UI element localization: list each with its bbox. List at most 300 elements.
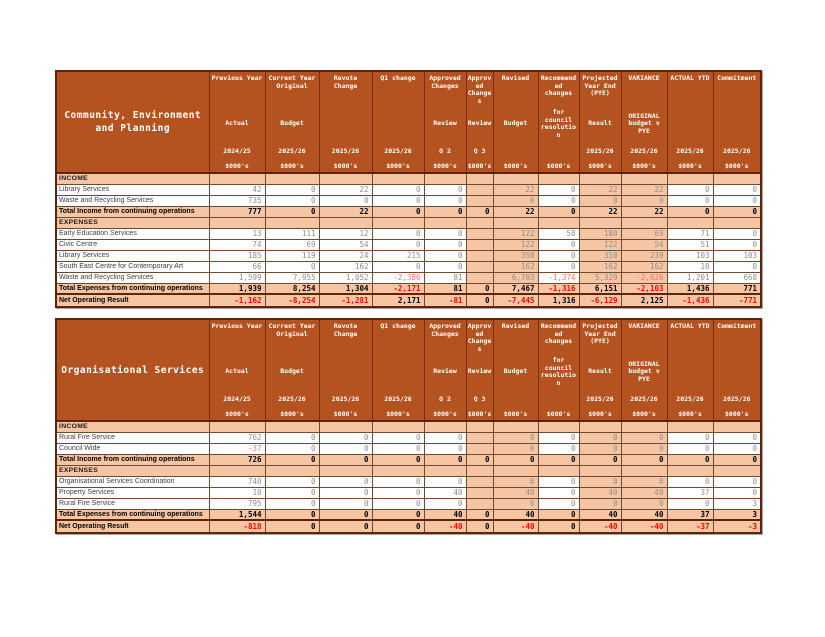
column-unit: $000's	[588, 161, 612, 170]
column-unit: $000's	[725, 161, 749, 170]
column-title: Projected Year End (PYE)	[582, 74, 618, 97]
value-cell	[209, 217, 265, 228]
data-row	[56, 432, 761, 443]
value-cell	[466, 272, 493, 283]
value-cell	[424, 421, 466, 432]
value-cell: 0	[424, 239, 466, 250]
budget-table-organisational-services	[55, 318, 762, 534]
value-cell: 0	[713, 487, 761, 498]
total-row	[56, 206, 761, 217]
value-cell: 111	[265, 228, 319, 239]
value-cell	[579, 217, 621, 228]
column-title: Recommended changes	[540, 322, 577, 345]
section-row	[56, 421, 761, 432]
value-cell: 103	[667, 250, 713, 261]
value-cell: 74	[209, 239, 265, 250]
column-year: 2025/26	[723, 395, 751, 403]
value-cell: 726	[209, 454, 265, 465]
column-title: Approved Changes	[429, 74, 461, 90]
column-mid	[320, 353, 372, 391]
value-cell: 0	[372, 454, 424, 465]
column-title: Revised	[501, 74, 530, 82]
value-cell: 0	[424, 195, 466, 206]
column-title: Previous Year	[211, 322, 263, 330]
value-cell: 2,171	[372, 294, 424, 307]
value-cell: 37	[667, 509, 713, 520]
value-cell: 40	[579, 509, 621, 520]
column-mid: Budget	[503, 119, 528, 128]
value-cell: 762	[209, 432, 265, 443]
value-cell	[621, 465, 667, 476]
value-cell: 0	[424, 476, 466, 487]
column-unit: $000's	[503, 161, 528, 170]
column-unit: $000's	[546, 409, 571, 418]
column-header-3	[372, 319, 424, 421]
value-cell	[372, 217, 424, 228]
value-cell: 22	[319, 206, 372, 217]
value-cell: 0	[538, 454, 579, 465]
row-label: Total Expenses from continuing operations	[56, 509, 209, 520]
value-cell	[579, 173, 621, 184]
column-mid	[714, 353, 761, 391]
value-cell: 0	[579, 498, 621, 509]
column-header-3	[372, 71, 424, 173]
value-cell: 6,151	[579, 283, 621, 294]
column-year: 2025/26	[630, 395, 658, 403]
column-mid: Budget	[503, 367, 528, 376]
value-cell: 0	[319, 432, 372, 443]
value-cell: 0	[713, 195, 761, 206]
column-title: Current Year Original	[268, 322, 316, 338]
column-header-10	[667, 71, 713, 173]
value-cell: 69	[621, 228, 667, 239]
section-row	[56, 173, 761, 184]
value-cell: 215	[372, 250, 424, 261]
value-cell: 22	[493, 184, 538, 195]
value-cell: 1,939	[209, 283, 265, 294]
value-cell	[265, 465, 319, 476]
value-cell	[265, 217, 319, 228]
value-cell: 0	[538, 184, 579, 195]
value-cell: 735	[209, 195, 265, 206]
value-cell: 0	[621, 195, 667, 206]
row-label: EXPENSES	[56, 465, 209, 476]
value-cell: 162	[579, 261, 621, 272]
column-year: 2024/25	[223, 147, 251, 155]
value-cell: 0	[538, 520, 579, 533]
value-cell: 162	[621, 261, 667, 272]
net-row	[56, 520, 761, 533]
column-mid: Budget	[280, 119, 304, 128]
value-cell: 7,955	[265, 272, 319, 283]
row-label: Council Wide	[56, 443, 209, 454]
value-cell: 7,467	[493, 283, 538, 294]
value-cell: 0	[538, 195, 579, 206]
table-title: Community, Environment and Planning	[64, 110, 202, 134]
row-label: INCOME	[56, 173, 209, 184]
value-cell: 66	[209, 261, 265, 272]
column-mid	[668, 353, 713, 391]
value-cell	[493, 173, 538, 184]
value-cell	[209, 465, 265, 476]
data-row	[56, 498, 761, 509]
value-cell	[265, 173, 319, 184]
row-label: South East Centre for Contemporary Art	[56, 261, 209, 272]
column-mid	[668, 105, 713, 143]
value-cell: 0	[372, 498, 424, 509]
column-header-10	[667, 319, 713, 421]
value-cell	[319, 421, 372, 432]
column-year: 2025/26	[331, 147, 360, 155]
value-cell: 40	[424, 487, 466, 498]
column-year: Q 2	[439, 395, 451, 403]
value-cell: -81	[424, 294, 466, 307]
row-label: Property Services	[56, 487, 209, 498]
value-cell: 40	[579, 487, 621, 498]
value-cell: 0	[713, 443, 761, 454]
value-cell	[538, 173, 579, 184]
total-row	[56, 454, 761, 465]
value-cell: 122	[493, 228, 538, 239]
column-header-2	[319, 71, 372, 173]
value-cell: 0	[265, 206, 319, 217]
row-label: Rural Fire Service	[56, 432, 209, 443]
row-label: Early Education Services	[56, 228, 209, 239]
column-unit: $000's	[433, 409, 457, 418]
value-cell: 0	[424, 250, 466, 261]
value-cell: 0	[424, 454, 466, 465]
column-year: 2025/26	[586, 147, 614, 155]
column-year: Q 2	[439, 147, 451, 155]
value-cell: 3	[713, 509, 761, 520]
total-row	[56, 509, 761, 520]
column-mid: Review	[433, 119, 457, 128]
value-cell: 0	[265, 487, 319, 498]
value-cell: 1,201	[667, 272, 713, 283]
budget-table-community-environment-planning	[55, 70, 762, 308]
data-row	[56, 195, 761, 206]
value-cell	[493, 421, 538, 432]
column-mid: ORIGINAL budget v PYE	[628, 111, 660, 135]
column-header-4	[424, 319, 466, 421]
column-year: 2025/26	[676, 395, 704, 403]
value-cell: 0	[493, 498, 538, 509]
value-cell: 0	[713, 432, 761, 443]
column-unit: $000's	[467, 409, 492, 418]
value-cell: 0	[265, 261, 319, 272]
value-cell	[466, 476, 493, 487]
value-cell: 0	[621, 454, 667, 465]
value-cell: 0	[493, 476, 538, 487]
value-cell: 0	[372, 432, 424, 443]
value-cell: 0	[466, 206, 493, 217]
column-header-0	[209, 319, 265, 421]
value-cell: 0	[424, 261, 466, 272]
value-cell: 0	[538, 239, 579, 250]
value-cell: 81	[424, 283, 466, 294]
column-header-0	[209, 71, 265, 173]
value-cell: -2,171	[372, 283, 424, 294]
column-mid	[714, 105, 761, 143]
value-cell: 180	[579, 228, 621, 239]
value-cell: 0	[372, 239, 424, 250]
value-cell: 0	[372, 195, 424, 206]
value-cell	[466, 432, 493, 443]
column-title: Recommended changes	[540, 74, 577, 97]
column-year: Q 3	[473, 147, 486, 155]
value-cell: -6,129	[579, 294, 621, 307]
value-cell: 358	[493, 250, 538, 261]
value-cell: 1,304	[319, 283, 372, 294]
value-cell	[713, 421, 761, 432]
value-cell: 0	[538, 432, 579, 443]
column-mid	[373, 353, 424, 391]
value-cell: 0	[713, 228, 761, 239]
value-cell	[667, 465, 713, 476]
value-cell: 0	[579, 443, 621, 454]
data-row	[56, 487, 761, 498]
value-cell	[466, 228, 493, 239]
value-cell	[713, 217, 761, 228]
value-cell	[466, 443, 493, 454]
value-cell: 0	[372, 509, 424, 520]
value-cell: 0	[466, 454, 493, 465]
value-cell: 0	[538, 250, 579, 261]
value-cell: 40	[621, 487, 667, 498]
value-cell: 0	[713, 454, 761, 465]
row-label: Waste and Recycling Services	[56, 195, 209, 206]
value-cell: 81	[424, 272, 466, 283]
column-title: Approved Changes	[467, 322, 492, 353]
column-title: Commitment	[717, 74, 757, 82]
value-cell: 0	[713, 184, 761, 195]
column-mid	[373, 105, 424, 143]
value-cell	[466, 250, 493, 261]
value-cell: 13	[209, 228, 265, 239]
value-cell: 777	[209, 206, 265, 217]
value-cell: 40	[621, 509, 667, 520]
column-year: 2025/26	[723, 147, 751, 155]
value-cell: 0	[538, 509, 579, 520]
column-unit: $000's	[546, 161, 571, 170]
value-cell: 0	[667, 432, 713, 443]
value-cell: -40	[579, 520, 621, 533]
column-title: Previous Year	[211, 74, 263, 82]
column-title: Revote Change	[333, 322, 358, 338]
row-label: Library Services	[56, 250, 209, 261]
value-cell: -2,626	[621, 272, 667, 283]
value-cell	[667, 421, 713, 432]
value-cell: 37	[667, 487, 713, 498]
column-header-6	[493, 71, 538, 173]
value-cell: -1,162	[209, 294, 265, 307]
row-label: Organisational Services Coordination	[56, 476, 209, 487]
value-cell	[466, 421, 493, 432]
value-cell	[466, 184, 493, 195]
data-row	[56, 228, 761, 239]
column-title: Revised	[501, 322, 530, 330]
value-cell: 1,436	[667, 283, 713, 294]
value-cell: 119	[265, 250, 319, 261]
value-cell: 0	[319, 195, 372, 206]
value-cell: 0	[538, 261, 579, 272]
column-header-9	[621, 71, 667, 173]
value-cell: 0	[319, 443, 372, 454]
row-label: EXPENSES	[56, 217, 209, 228]
value-cell: 69	[265, 239, 319, 250]
value-cell: 0	[265, 498, 319, 509]
value-cell: 0	[621, 443, 667, 454]
value-cell: -1,316	[538, 283, 579, 294]
value-cell: 771	[713, 283, 761, 294]
value-cell: 0	[372, 206, 424, 217]
value-cell: 0	[493, 195, 538, 206]
value-cell: 0	[667, 184, 713, 195]
value-cell: 0	[466, 283, 493, 294]
value-cell: 668	[713, 272, 761, 283]
value-cell: 0	[424, 228, 466, 239]
value-cell	[466, 261, 493, 272]
value-cell	[372, 421, 424, 432]
value-cell: 0	[667, 476, 713, 487]
value-cell: 0	[424, 443, 466, 454]
value-cell: 0	[265, 184, 319, 195]
column-unit: $000's	[225, 409, 249, 418]
value-cell: 0	[372, 261, 424, 272]
value-cell: 22	[579, 206, 621, 217]
value-cell	[319, 217, 372, 228]
value-cell: 0	[466, 520, 493, 533]
value-cell: 0	[265, 195, 319, 206]
value-cell	[713, 465, 761, 476]
value-cell	[493, 465, 538, 476]
value-cell: 0	[538, 443, 579, 454]
value-cell: -40	[424, 520, 466, 533]
column-year: Q 3	[473, 395, 486, 403]
column-header-5	[466, 71, 493, 173]
value-cell: 0	[319, 487, 372, 498]
value-cell: -2,103	[621, 283, 667, 294]
value-cell: 3	[713, 498, 761, 509]
value-cell	[209, 421, 265, 432]
value-cell: 0	[424, 498, 466, 509]
value-cell: 0	[538, 487, 579, 498]
column-unit: $000's	[503, 409, 528, 418]
column-unit: $000's	[678, 409, 702, 418]
column-unit: $000's	[588, 409, 612, 418]
value-cell: 0	[319, 476, 372, 487]
value-cell: 0	[372, 476, 424, 487]
value-cell: 0	[265, 476, 319, 487]
column-header-11	[713, 319, 761, 421]
value-cell: 162	[319, 261, 372, 272]
value-cell: 5,329	[579, 272, 621, 283]
column-header-7	[538, 71, 579, 173]
value-cell: 0	[713, 476, 761, 487]
column-title: VARIANCE	[628, 74, 660, 82]
value-cell	[621, 173, 667, 184]
value-cell: 0	[319, 520, 372, 533]
value-cell: 1,052	[319, 272, 372, 283]
value-cell: -37	[667, 520, 713, 533]
column-year: 2025/26	[676, 147, 704, 155]
column-year: 2025/26	[384, 395, 412, 403]
value-cell: 0	[319, 498, 372, 509]
value-cell: 0	[621, 498, 667, 509]
value-cell	[579, 421, 621, 432]
value-cell: -771	[713, 294, 761, 307]
row-label: Civic Centre	[56, 239, 209, 250]
value-cell	[621, 421, 667, 432]
value-cell: 0	[372, 520, 424, 533]
value-cell: 795	[209, 498, 265, 509]
value-cell: 0	[538, 498, 579, 509]
value-cell: 0	[667, 195, 713, 206]
value-cell: 0	[621, 476, 667, 487]
row-label: Net Operating Result	[56, 294, 209, 307]
value-cell: 0	[667, 454, 713, 465]
value-cell	[667, 173, 713, 184]
value-cell: -7,445	[493, 294, 538, 307]
value-cell: 0	[372, 184, 424, 195]
value-cell: -40	[621, 520, 667, 533]
value-cell: -37	[209, 443, 265, 454]
value-cell: 0	[424, 184, 466, 195]
value-cell: -3	[713, 520, 761, 533]
value-cell: 58	[538, 228, 579, 239]
value-cell: 54	[319, 239, 372, 250]
value-cell: -2,386	[372, 272, 424, 283]
value-cell	[713, 173, 761, 184]
data-row	[56, 261, 761, 272]
column-mid: for council resolution	[540, 108, 577, 139]
value-cell: 239	[621, 250, 667, 261]
data-row	[56, 184, 761, 195]
value-cell: 0	[579, 476, 621, 487]
value-cell: 22	[493, 206, 538, 217]
section-row	[56, 465, 761, 476]
row-label: Waste and Recycling Services	[56, 272, 209, 283]
column-header-1	[265, 71, 319, 173]
column-unit: $000's	[467, 161, 492, 170]
value-cell: 162	[493, 261, 538, 272]
column-title: Approved Changes	[429, 322, 461, 338]
value-cell	[265, 421, 319, 432]
column-title: Q1 change	[380, 322, 416, 330]
data-row	[56, 250, 761, 261]
column-mid: ORIGINAL budget v PYE	[628, 359, 660, 383]
data-row	[56, 443, 761, 454]
column-unit: $000's	[225, 161, 249, 170]
column-header-5	[466, 319, 493, 421]
column-title: Q1 change	[380, 74, 416, 82]
value-cell	[466, 465, 493, 476]
value-cell	[372, 173, 424, 184]
column-mid: Review	[467, 119, 492, 128]
value-cell: 0	[466, 294, 493, 307]
value-cell: 0	[493, 443, 538, 454]
value-cell: 0	[667, 498, 713, 509]
column-year: 2025/26	[384, 147, 412, 155]
value-cell	[466, 195, 493, 206]
column-title: ACTUAL YTD	[670, 74, 710, 82]
value-cell: 12	[319, 228, 372, 239]
column-header-4	[424, 71, 466, 173]
value-cell: -1,281	[319, 294, 372, 307]
column-unit: $000's	[632, 161, 656, 170]
value-cell: 6,703	[493, 272, 538, 283]
value-cell: 0	[372, 228, 424, 239]
